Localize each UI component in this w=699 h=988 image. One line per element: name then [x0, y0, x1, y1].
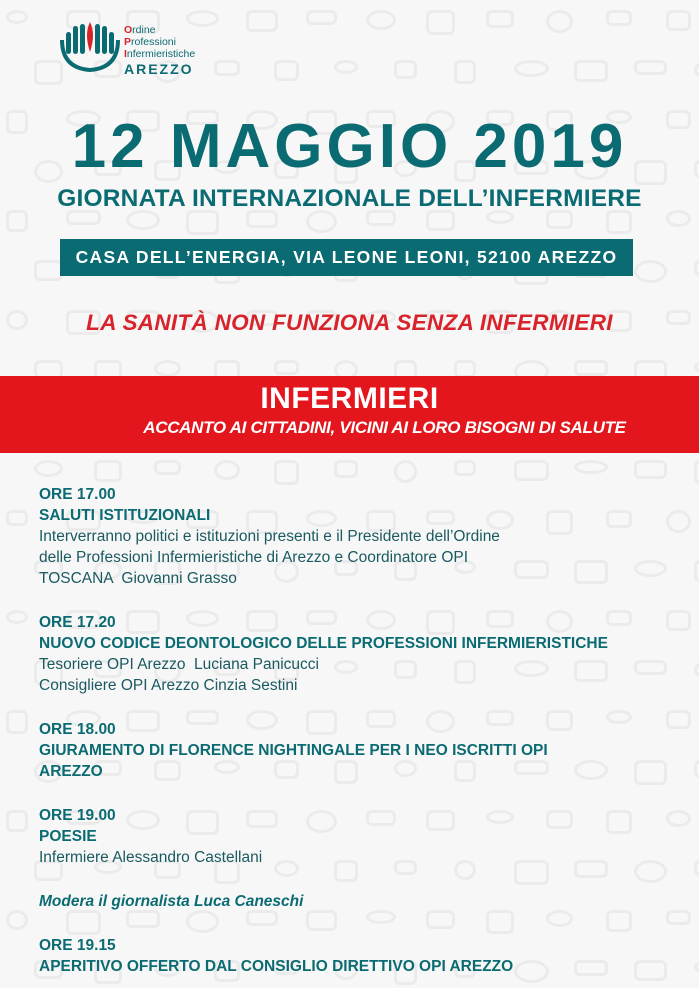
banner-title: INFERMIERI [260, 382, 439, 415]
program-heading: POESIE [39, 828, 97, 845]
program-heading: APERITIVO OFFERTO DAL CONSIGLIO DIRETTIVO OPI AREZZO [39, 958, 514, 975]
red-banner [0, 376, 699, 453]
event-date: 12 MAGGIO 2019 [71, 112, 628, 181]
program-heading: GIURAMENTO DI FLORENCE NIGHTINGALE PER I NEO ISCRITTI OPI [39, 742, 548, 759]
program-desc-line: Consigliere OPI Arezzo Cinzia Sestini [39, 677, 298, 694]
moderator-note: Modera il giornalista Luca Caneschi [39, 893, 304, 910]
logo-line-1: Ordine [124, 24, 156, 36]
program-desc-line: delle Professioni Infermieristiche di Arezzo e Coordinatore OPI [39, 549, 469, 566]
logo-city: AREZZO [124, 61, 194, 77]
program-time: ORE 17.20 [39, 614, 116, 631]
program-item [39, 484, 659, 589]
logo-line-2: Professioni [124, 36, 176, 48]
program-desc-line: Interverranno politici e istituzioni presenti e il Presidente dell’Ordine [39, 528, 500, 545]
program [39, 484, 659, 988]
program-time: ORE 17.00 [39, 486, 116, 503]
program-item [39, 935, 659, 977]
program-heading: SALUTI ISTITUZIONALI [39, 507, 211, 524]
program-heading: NUOVO CODICE DEONTOLOGICO DELLE PROFESSIONI INFERMIERISTICHE [39, 635, 608, 652]
program-desc-line: Tesoriere OPI Arezzo Luciana Panicucci [39, 656, 319, 673]
program-desc-line: Infermiere Alessandro Castellani [39, 849, 263, 866]
program-item [39, 805, 659, 868]
program-item [39, 719, 659, 782]
program-time: ORE 18.00 [39, 721, 116, 738]
program-heading: AREZZO [39, 763, 103, 780]
logo-line-3: Infermieristiche [124, 48, 196, 60]
slogan: LA SANITÀ NON FUNZIONA SENZA INFERMIERI [86, 310, 613, 335]
venue-bar: CASA DELL’ENERGIA, VIA LEONE LEONI, 52100 AREZZO [60, 239, 633, 276]
program-time: ORE 19.15 [39, 937, 116, 954]
banner-subtitle: ACCANTO AI CITTADINI, VICINI AI LORO BISOGNI DI SALUTE [143, 418, 626, 437]
program-time: ORE 19.00 [39, 807, 116, 824]
hands-heart-icon [58, 18, 122, 74]
event-subtitle: GIORNATA INTERNAZIONALE DELL’INFERMIERE [57, 185, 642, 212]
opi-logo [58, 18, 208, 82]
program-item [39, 612, 659, 696]
program-desc-line: TOSCANA Giovanni Grasso [39, 570, 237, 587]
